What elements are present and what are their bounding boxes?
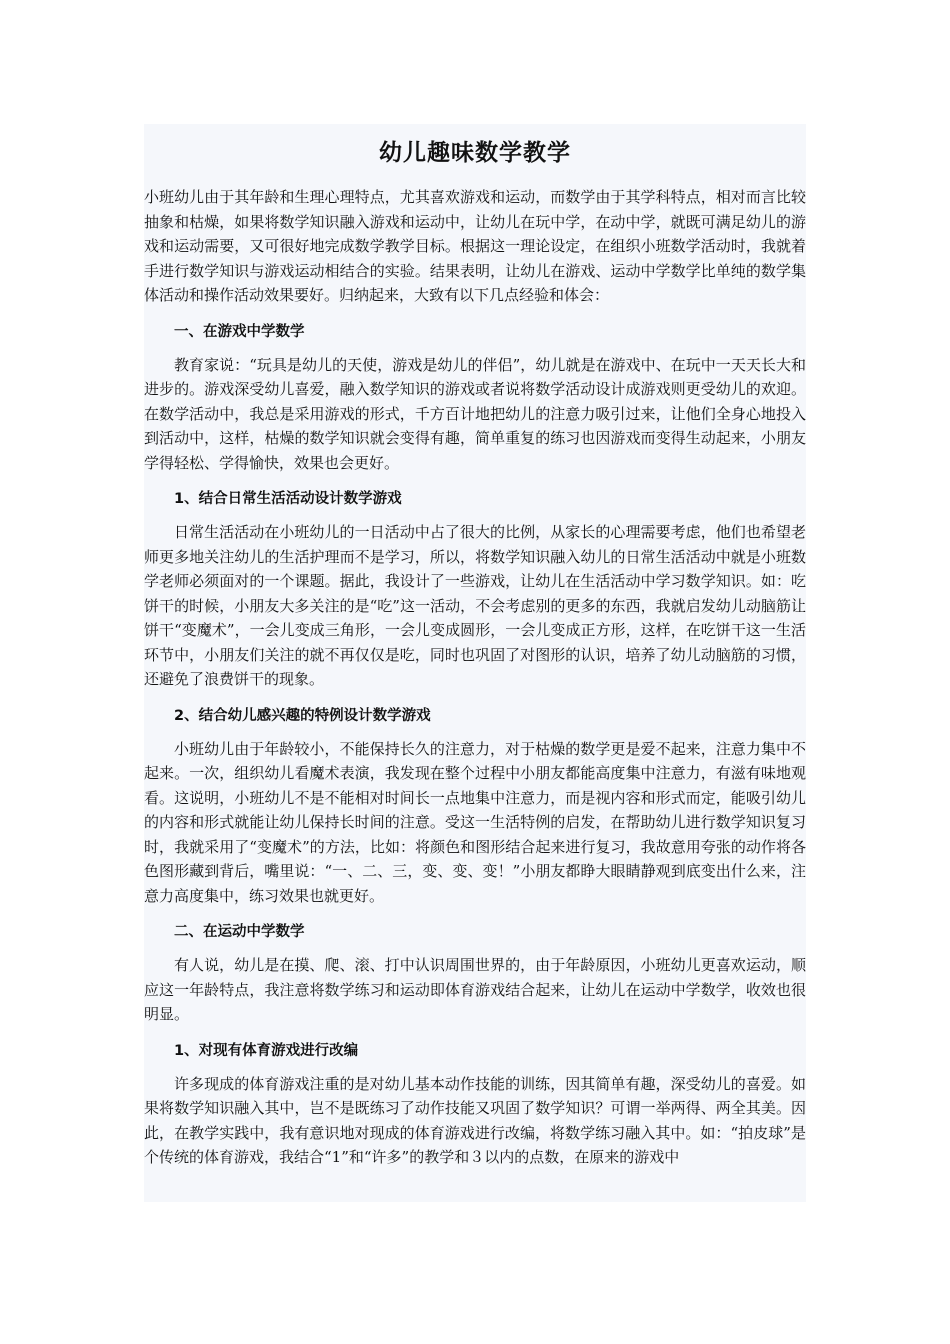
- subsection-heading-adapt-games: 1、对现有体育游戏进行改编: [174, 1042, 359, 1059]
- intro-paragraph: 小班幼儿由于其年龄和生理心理特点，尤其喜欢游戏和运动，而数学由于其学科特点，相对而言比较抽象和枯燥，如果将数学知识融入游戏和运动中，让幼儿在玩中学，在动中学，就既可满足幼儿的游戏和运动需要，又可很好地完成数学教学目标。根据这一理论设定，在组织小班数学活动时，我就着手进行数学知识与游戏运动相结合的实验。结果表明，让幼儿在游戏、运动中学数学比单纯的数学集体活动和操作活动效果要好。归纳起来，大致有以下几点经验和体会：: [144, 188, 806, 304]
- document-title: 幼儿趣味数学教学: [379, 140, 571, 166]
- section-heading-game: 一、在游戏中学数学: [174, 323, 305, 340]
- section-heading-sport: 二、在运动中学数学: [174, 924, 305, 940]
- subsection-paragraph-adapt-games: 许多现成的体育游戏注重的是对幼儿基本动作技能的训练，因其简单有趣，深受幼儿的喜爱。如果将数学知识融入其中，岂不是既练习了动作技能又巩固了数学知识？可谓一举两得、两全其美。因此，在教学实践中，我有意识地对现成的体育游戏进行改编，将数学练习融入其中。如：“拍皮球”是个传统的体育游戏，我结合“1”和“许多”的教学和３以内的点数，在原来的游戏中: [144, 1074, 806, 1166]
- subsection-paragraph-special-case: 小班幼儿由于年龄较小，不能保持长久的注意力，对于枯燥的数学更是爱不起来，注意力集中不起来。一次，组织幼儿看魔术表演，我发现在整个过程中小朋友都能高度集中注意力，有滋有味地观看。这说明，小班幼儿不是不能相对时间长一点地集中注意力，而是视内容和形式而定，能吸引幼儿的内容和形式就能让幼儿保持长时间的注意。受这一生活特例的启发，在帮助幼儿进行数学知识复习时，我就采用了“变魔术”的方法，比如：将颜色和图形结合起来进行复习，我故意用夸张的动作将各色图形藏到背后，嘴里说：“一、二、三，变、变、变！”小朋友都睁大眼睛静观到底变出什么来，注意力高度集中，练习效果也就更好。: [144, 739, 806, 905]
- section-paragraph-sport: 有人说，幼儿是在摸、爬、滚、打中认识周围世界的，由于年龄原因，小班幼儿更喜欢运动，顺应这一年龄特点，我注意将数学练习和运动即体育游戏结合起来，让幼儿在运动中学数学，收效也很明显。: [144, 956, 806, 1023]
- subsection-heading-daily-life: 1、结合日常生活活动设计数学游戏: [174, 491, 402, 507]
- subsection-heading-special-case: 2、结合幼儿感兴趣的特例设计数学游戏: [174, 707, 431, 724]
- section-paragraph-game: 教育家说：“玩具是幼儿的天使，游戏是幼儿的伴侣”，幼儿就是在游戏中、在玩中一天天长大和进步的。游戏深受幼儿喜爱，融入数学知识的游戏或者说将数学活动设计成游戏则更受幼儿的欢迎。在数学活动中，我总是采用游戏的形式，千方百计地把幼儿的注意力吸引过来，让他们全身心地投入到活动中，这样，枯燥的数学知识就会变得有趣，简单重复的练习也因游戏而变得生动起来，小朋友学得轻松、学得愉快，效果也会更好。: [144, 355, 806, 472]
- article-page: [144, 124, 806, 1202]
- subsection-paragraph-daily-life: 日常生活活动在小班幼儿的一日活动中占了很大的比例，从家长的心理需要考虑，他们也希望老师更多地关注幼儿的生活护理而不是学习，所以，将数学知识融入幼儿的日常生活活动中就是小班数学老师必须面对的一个课题。据此，我设计了一些游戏，让幼儿在生活活动中学习数学知识。如：吃饼干的时候，小朋友大多关注的是“吃”这一活动，不会考虑别的更多的东西，我就启发幼儿动脑筋让饼干“变魔术”，一会儿变成三角形，一会儿变成圆形，一会儿变成正方形，这样，在吃饼干这一生活环节中，小朋友们关注的就不再仅仅是吃，同时也巩固了对图形的认识，培养了幼儿动脑筋的习惯，还避免了浪费饼干的现象。: [144, 523, 806, 688]
